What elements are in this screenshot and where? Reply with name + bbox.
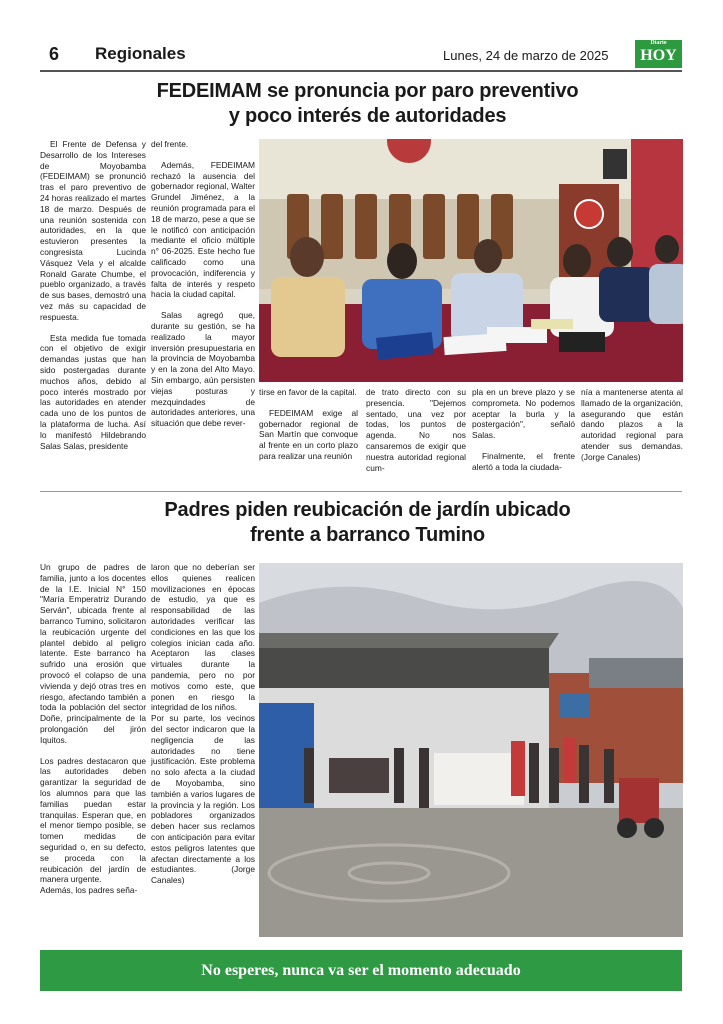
article2-paragraph: Además, los padres seña- [40,885,138,896]
article1-paragraph: Esta medida fue tomada con el objetivo de exigir demandas justas que han sido postergadas durante muchos años, debido al poco interés mostrado por las autoridades en atender cada uno de los puntos de la plataforma de lucha. Así lo manifestó Hildebrando Salas Salas, presidente [40,332,146,451]
article-divider [40,491,682,492]
article1-paragraph: FEDEIMAM exige al gobernador regional de San Martín que convoque al frente en un corto plazo para realizar una reunión [259,407,358,461]
issue-date: Lunes, 24 de marzo de 2025 [443,48,609,63]
article1-paragraph: nía a mantenerse atenta al llamado de la organización, asegurando que están dando plazos a la autoridad regional para atender sus demandas. (Jorge Canales) [581,387,683,462]
article1-paragraph: de trato directo con su presencia. "Dejemos sentado, una vez por todas, los puntos de agenda. No nos cansaremos de exigir que nuestra autoridad regional cum- [366,387,466,473]
article1-headline [60,79,675,129]
article2-paragraph: Por su parte, los vecinos del sector indicaron que la negligencia de las autoridades no tiene justificación. Este problema no solo afecta a la ciudad de Moyobamba, sino también a varios lugares de la provincia y la región. Los pobladores organizados deben hacer sus reclamos con anticipación para evitar estos peligros latentes que afectan directamente a los estudiantes. (Jorge Canales) [151,713,255,886]
article1-paragraph: tirse en favor de la capital. [259,387,357,397]
newspaper-logo [635,40,682,68]
logo-small-text: Diario [650,40,667,46]
article1-photo-press-conference [259,139,683,382]
article2-paragraph: laron que no deberían ser ellos quienes realicen movilizaciones en épocas de estudio, ya que es responsabilidad de las autoridades verificar las condiciones en las que los colegios inician cada año. Aceptaron las clases virtuales durante la pandemia, pero no por motivos como este, que ponen en riesgo la integridad de los niños. [151,562,255,713]
article1-headline-line2: y poco interés de autoridades [228,105,507,127]
header-rule [40,70,682,72]
article1-paragraph: pla en un breve plazo y se comprometa. No podemos aceptar la burla y la postergación", señaló Salas. [472,387,575,441]
footer-slogan-banner: No esperes, nunca va ser el momento adecuado [40,950,682,991]
article2-headline-line1: Padres piden reubicación de jardín ubicado [164,499,571,521]
article2-column-1 [40,562,146,896]
article1-paragraph: Además, FEDEIMAM rechazó la ausencia del gobernador regional, Walter Grundel Jiménez, a la reunión programada para el 18 de marzo, pese a que se le notificó con anticipación mediante el oficio múltiple n° 06-2025. Este hecho fue calificado como una provocación, indiferencia y falta de interés y respeto hacia la ciudad capital. [151,159,255,300]
article2-paragraph: Un grupo de padres de familia, junto a los docentes de la I.E. Inicial N° 150 "María Emperatriz Durando Serván", ubicada frente al barranco Tumino, solicitaron la reubicación urgente del plantel debido al peligro latente. Este barranco ha sufrido una erosión que provocó el colapso de una vivienda y dejó otras tres en riesgo, afectando también a toda la población del sector Doñe, principalmente de la prolongación del jirón Iquitos. [40,562,146,745]
article1-paragraph: Salas agregó que, durante su gestión, se ha realizado la mayor inversión presupuestaria en la provincia de Moyobamba y en la zona del Alto Mayo. Sin embargo, aún persisten viejas posturas y mezquindades de autoridades anteriores, una situación que debe rever- [151,310,255,429]
article1-paragraph: El Frente de Defensa y Desarrollo de los Intereses de Moyobamba (FEDEIMAM) se pronunció tras el paro preventivo de 24 horas realizado el martes 18 de marzo. Después de una reunión sostenida con autoridades, en la que estuvieron presentes la congresista Lucinda Vásquez Vela y el alcalde Ronald Garate Chumbe, el pueblo organizado, a través de sus bases, demostró una vez más su capacidad de respuesta. [40,139,146,322]
article1-column-2 [151,139,255,429]
article2-column-2 [151,562,255,886]
article2-headline-line2: frente a barranco Tumino [250,524,485,546]
article1-paragraph: Finalmente, el frente alertó a toda la ciudada- [472,450,575,472]
article1-column-3 [259,387,358,462]
article1-paragraph: del frente. [151,139,189,149]
article1-column-4 [366,387,466,473]
article1-column-1 [40,139,146,451]
article2-headline [60,498,675,548]
article2-paragraph: Los padres destacaron que las autoridades deben garantizar la seguridad de los alumnos para que las familias puedan estar tranquilas. Esperan que, en el menor tiempo posible, se tomen medidas de seguridad o, en su defecto, se proceda con la reubicación del jardín de manera urgente. [40,755,146,885]
section-title: Regionales [95,44,186,63]
logo-big-text: HOY [640,47,677,64]
article1-column-6 [581,387,683,463]
article2-photo-parents-protest [259,563,683,937]
article1-headline-line1: FEDEIMAM se pronuncia por paro preventivo [156,80,579,102]
article1-column-5 [472,387,575,473]
page-number: 6 [49,44,60,64]
